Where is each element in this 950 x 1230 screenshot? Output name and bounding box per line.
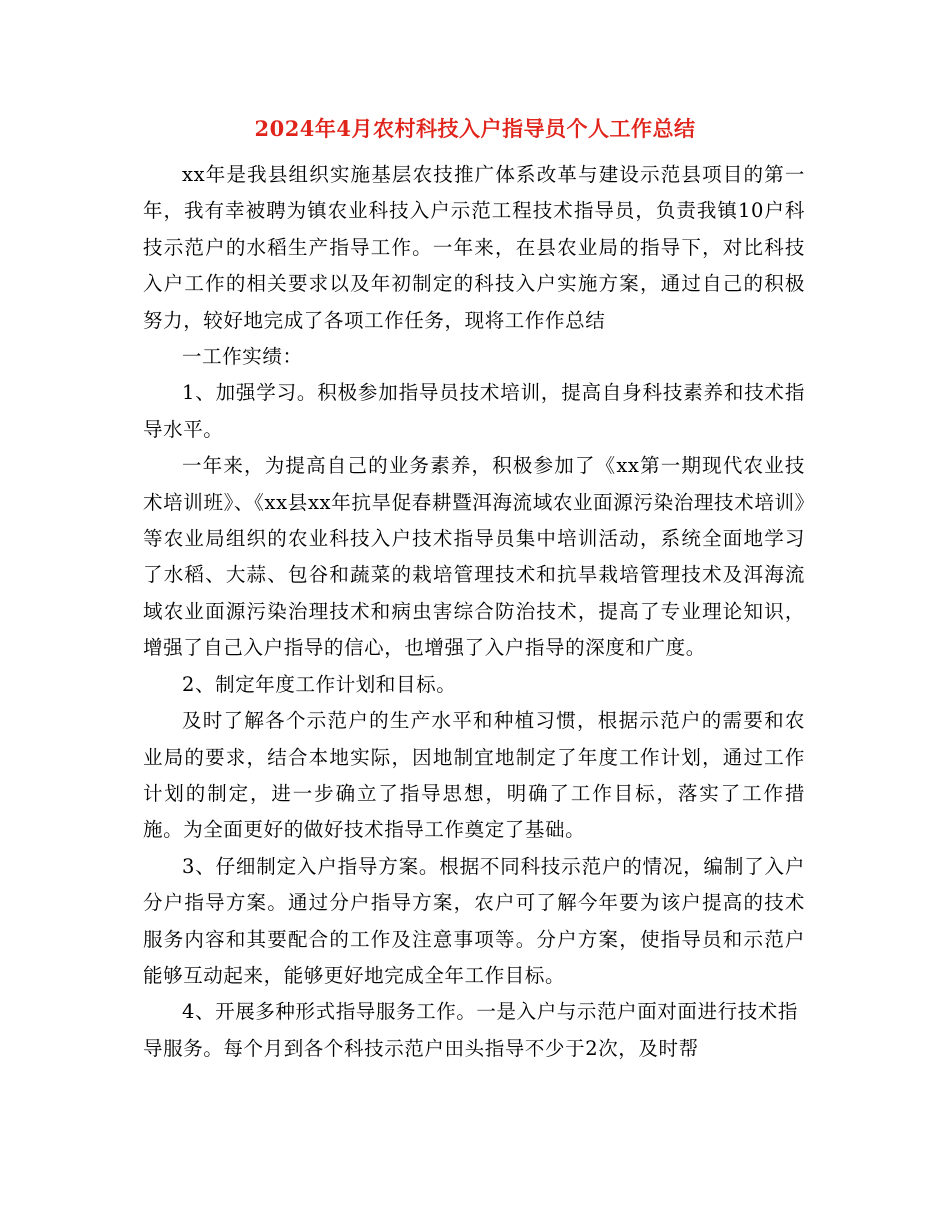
paragraph-item-4: 4、开展多种形式指导服务工作。一是入户与示范户面对面进行技术指导服务。每个月到各个科技示范户田头指导不少于2次，及时帮 — [143, 1000, 799, 1060]
paragraph-item-1: 1、加强学习。积极参加指导员技术培训，提高自身科技素养和技术指导水平。 — [143, 381, 805, 441]
paragraph-item-3: 3、仔细制定入户指导方案。根据不同科技示范户的情况，编制了入户分户指导方案。通过分户指导方案，农户可了解今年要为该户提高的技术服务内容和其要配合的工作及注意事项等。分户方案，使指导员和示范户能够互动起来，能够更好地完成全年工作目标。 — [143, 854, 805, 987]
paragraph-item-2-detail: 及时了解各个示范户的生产水平和种植习惯，根据示范户的需要和农业局的要求，结合本地实际，因地制宜地制定了年度工作计划，通过工作计划的制定，进一步确立了指导思想，明确了工作目标，落实了工作措施。为全面更好的做好技术指导工作奠定了基础。 — [143, 709, 805, 842]
document-title: 2024年4月农村科技入户指导员个人工作总结 — [254, 116, 696, 141]
paragraph-section-heading: 一工作实绩： — [182, 345, 303, 369]
paragraph-item-1-detail: 一年来，为提高自己的业务素养，积极参加了《xx第一期现代农业技术培训班》、《xx县xx年抗旱促春耕暨洱海流域农业面源污染治理技术培训》等农业局组织的农业科技入户技术指导员集中培训活动，系统全面地学习了水稻、大蒜、包谷和蔬菜的栽培管理技术和抗旱栽培管理技术及洱海流域农业面源污染治理技术和病虫害综合防治技术，提高了专业理论知识，增强了自己入户指导的信心，也增强了入户指导的深度和广度。 — [143, 454, 805, 660]
paragraph-intro: xx年是我县组织实施基层农技推广体系改革与建设示范县项目的第一年，我有幸被聘为镇农业科技入户示范工程技术指导员，负责我镇10户科技示范户的水稻生产指导工作。一年来，在县农业局的指导下，对比科技入户工作的相关要求以及年初制定的科技入户实施方案，通过自己的积极努力，较好地完成了各项工作任务，现将工作作总结 — [143, 163, 805, 332]
paragraph-item-2: 2、制定年度工作计划和目标。 — [182, 672, 457, 696]
document-body — [143, 157, 805, 1067]
